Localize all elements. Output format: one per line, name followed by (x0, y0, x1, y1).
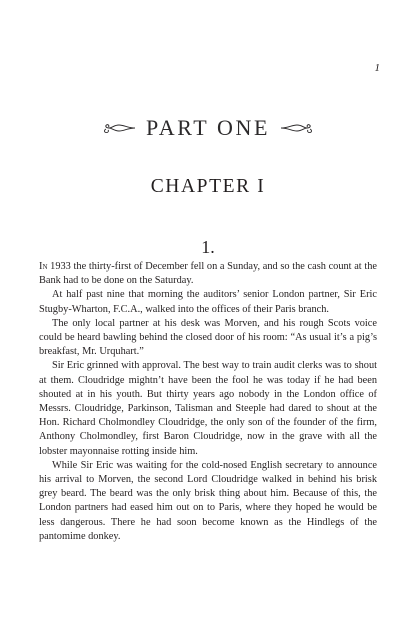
paragraph-4: Sir Eric grinned with approval. The best way to train audit clerks was to shout at them. Cloudridge mightn’t have been the fool he was today if he had been shouted at in his youth. But thirty years ago nobody in the London office of Messrs. Cloudridge, Parkinson, Talisman and Steeple had dared to shout at the Hon. Richard Cholmondley Cloudridge, the only son of the founder of the firm, Anthony Cholmondley, first Baron Cloudridge, now in the grave with all the lobster mayonnaise rotting inside him. (39, 360, 377, 457)
scroll-flourish-right-icon (280, 122, 314, 134)
paragraph-3: The only local partner at his desk was Morven, and his rough Scots voice could be heard bawling behind the closed door of his room: “As usual it’s a pig’s breakfast, Mr. Urquhart.” (39, 317, 377, 358)
section-number: 1. (201, 237, 215, 257)
paragraph-1-text: 1933 the thirty-first of December fell on a Sunday, and so the cash count at the Bank had to be done on the Saturday. (39, 261, 377, 287)
page-number: 1 (374, 62, 380, 74)
part-heading (0, 115, 416, 141)
part-title: PART ONE (145, 115, 270, 140)
paragraph-1 (39, 260, 377, 288)
paragraph-2: At half past nine that morning the auditors’ senior London partner, Sir Eric Stugby-Wharton, F.C.A., walked into the offices of their Paris branch. (39, 289, 377, 315)
chapter-title: CHAPTER I (150, 176, 266, 197)
opening-word: In (39, 261, 48, 272)
paragraph-5: While Sir Eric was waiting for the cold-nosed English secretary to announce his arrival to Morven, the second Lord Cloudridge walked in behind his brisk grey beard. The beard was the only brisk thing about him. Because of this, the London partners had eased him out on to Paris, where they hoped he would be less dangerous. There he had soon become known as the Hindlegs of the pantomime donkey. (39, 459, 377, 542)
scroll-flourish-left-icon (102, 122, 136, 134)
body-text (39, 260, 377, 544)
